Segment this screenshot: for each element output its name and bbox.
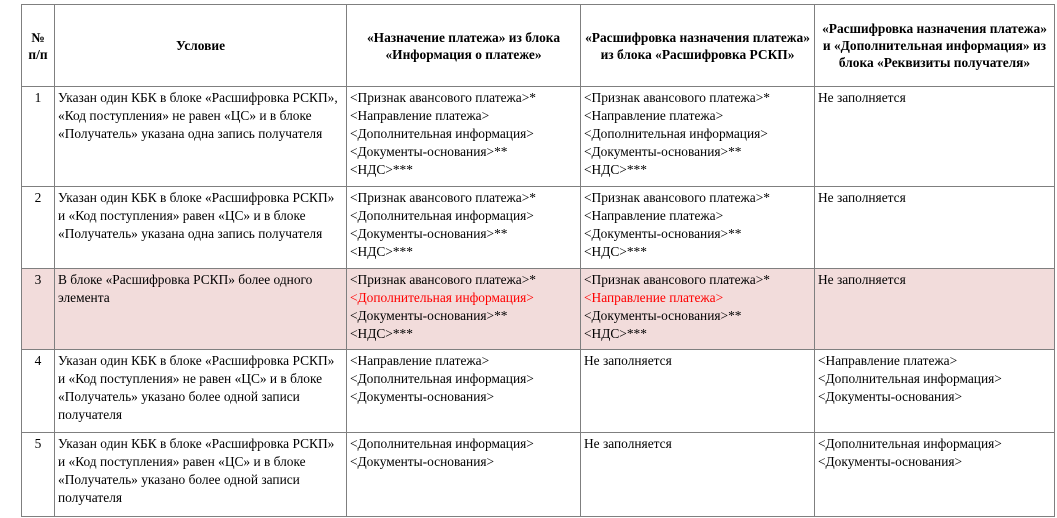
table-header-row — [22, 5, 1055, 87]
row-number: 5 — [22, 433, 55, 517]
row-payment-purpose — [347, 350, 581, 433]
field-line: <Документы-основания>** — [584, 308, 742, 323]
field-line: <Дополнительная информация> — [350, 436, 534, 451]
row-number: 3 — [22, 269, 55, 350]
field-line: <Признак авансового платежа>* — [584, 190, 770, 205]
field-line: <НДС>*** — [584, 326, 647, 341]
field-line-changed: <Направление платежа> — [584, 290, 724, 305]
table-row — [22, 350, 1055, 433]
table-row-highlighted — [22, 269, 1055, 350]
field-line: <НДС>*** — [350, 326, 413, 341]
row-condition: Указан один КБК в блоке «Расшифровка РСКП» и «Код поступления» не равен «ЦС» и в блоке «Получатель» указано более одной записи получателя — [55, 350, 347, 433]
field-line: <Признак авансового платежа>* — [584, 90, 770, 105]
table-row — [22, 87, 1055, 187]
field-line: <Дополнительная информация> — [350, 371, 534, 386]
field-line: <Направление платежа> — [350, 353, 490, 368]
field-line: <Дополнительная информация> — [350, 126, 534, 141]
field-line: <Направление платежа> — [350, 108, 490, 123]
field-line: <Признак авансового платежа>* — [350, 272, 536, 287]
field-line: <Документы-основания> — [350, 454, 495, 469]
row-decode-additional — [815, 350, 1055, 433]
header-condition: Условие — [55, 5, 347, 87]
row-condition: В блоке «Расшифровка РСКП» более одного элемента — [55, 269, 347, 350]
field-line: <Дополнительная информация> — [350, 208, 534, 223]
field-line: <Документы-основания>** — [584, 226, 742, 241]
field-line: <Дополнительная информация> — [818, 436, 1002, 451]
row-decode-purpose — [581, 433, 815, 517]
row-decode-additional — [815, 269, 1055, 350]
field-line: <Признак авансового платежа>* — [584, 272, 770, 287]
field-line: <Признак авансового платежа>* — [350, 90, 536, 105]
row-decode-purpose — [581, 187, 815, 269]
field-line: Не заполняется — [818, 272, 906, 287]
row-payment-purpose — [347, 87, 581, 187]
header-decode-additional: «Расшифровка назначения платежа» и «Дополнительная информация» из блока «Реквизиты получателя» — [815, 5, 1055, 87]
field-line: <НДС>*** — [350, 244, 413, 259]
row-number: 4 — [22, 350, 55, 433]
row-decode-purpose — [581, 87, 815, 187]
field-line: <Документы-основания> — [818, 389, 963, 404]
field-line: <Документы-основания>** — [350, 144, 508, 159]
row-condition: Указан один КБК в блоке «Расшифровка РСКП» и «Код поступления» равен «ЦС» и в блоке «Получатель» указано более одной записи получателя — [55, 433, 347, 517]
field-line: Не заполняется — [584, 436, 672, 451]
field-line: <Признак авансового платежа>* — [350, 190, 536, 205]
field-line: Не заполняется — [818, 90, 906, 105]
field-line: <Дополнительная информация> — [818, 371, 1002, 386]
field-line: <Документы-основания>** — [350, 226, 508, 241]
row-decode-purpose — [581, 350, 815, 433]
table-row — [22, 187, 1055, 269]
row-payment-purpose — [347, 433, 581, 517]
table-row — [22, 433, 1055, 517]
row-decode-purpose — [581, 269, 815, 350]
field-line: <НДС>*** — [350, 162, 413, 177]
field-line: <Дополнительная информация> — [584, 126, 768, 141]
field-line: <НДС>*** — [584, 162, 647, 177]
field-line: Не заполняется — [584, 353, 672, 368]
row-payment-purpose — [347, 187, 581, 269]
row-payment-purpose — [347, 269, 581, 350]
field-line: <Направление платежа> — [584, 108, 724, 123]
field-line: <Документы-основания> — [350, 389, 495, 404]
field-line: <Документы-основания>** — [350, 308, 508, 323]
field-line: <Документы-основания> — [818, 454, 963, 469]
field-line-changed: <Дополнительная информация> — [350, 290, 534, 305]
header-num: № п/п — [22, 5, 55, 87]
row-decode-additional — [815, 187, 1055, 269]
field-line: <Направление платежа> — [818, 353, 958, 368]
row-decode-additional — [815, 433, 1055, 517]
row-decode-additional — [815, 87, 1055, 187]
row-condition: Указан один КБК в блоке «Расшифровка РСКП» и «Код поступления» равен «ЦС» и в блоке «Получатель» указана одна запись получателя — [55, 187, 347, 269]
field-line: Не заполняется — [818, 190, 906, 205]
row-condition: Указан один КБК в блоке «Расшифровка РСКП», «Код поступления» не равен «ЦС» и в блоке «Получатель» указана одна запись получателя — [55, 87, 347, 187]
field-line: <Направление платежа> — [584, 208, 724, 223]
field-line: <Документы-основания>** — [584, 144, 742, 159]
header-payment-purpose: «Назначение платежа» из блока «Информация о платеже» — [347, 5, 581, 87]
field-line: <НДС>*** — [584, 244, 647, 259]
header-decode-purpose: «Расшифровка назначения платежа» из блока «Расшифровка РСКП» — [581, 5, 815, 87]
row-number: 2 — [22, 187, 55, 269]
row-number: 1 — [22, 87, 55, 187]
conditions-table — [21, 4, 1055, 517]
